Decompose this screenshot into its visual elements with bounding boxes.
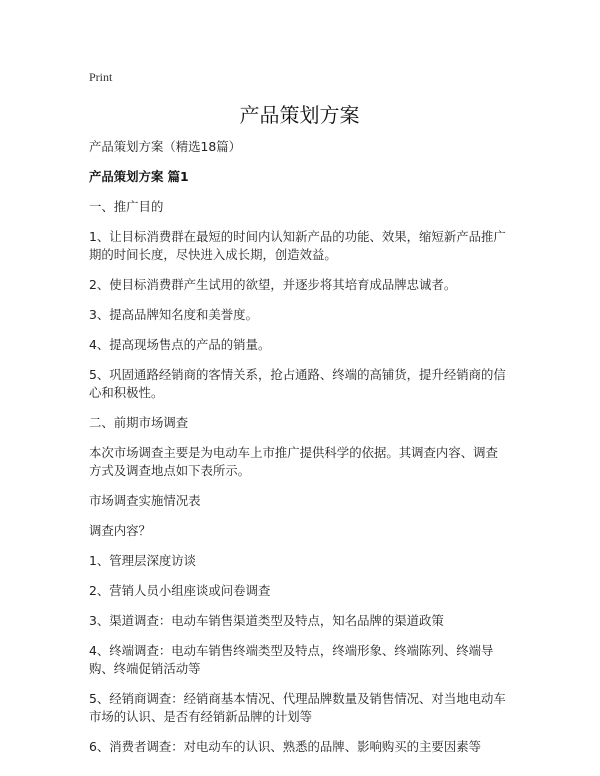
paragraph: 4、终端调查：电动车销售终端类型及特点，终端形象、终端陈列、终端导购、终端促销活动等 — [89, 643, 494, 676]
document-subtitle: 产品策划方案（精选18篇） — [89, 139, 242, 154]
paragraph: 5、经销商调查：经销商基本情况、代理品牌数量及销售情况、对当地电动车市场的认识、是否有经销新品牌的计划等 — [89, 691, 506, 724]
paragraph: 调查内容？ — [89, 523, 151, 538]
heading-promotion-goal: 一、推广目的 — [89, 199, 164, 214]
paragraph: 1、让目标消费群在最短的时间内认知新产品的功能、效果，缩短新产品推广期的时间长度，尽快进入成长期，创造效益。 — [89, 229, 506, 262]
paragraph: 2、使目标消费群产生试用的欲望，并逐步将其培育成品牌忠诚者。 — [89, 277, 457, 292]
paragraph: 本次市场调查主要是为电动车上市推广提供科学的依据。其调查内容、调查方式及调查地点如下表所示。 — [89, 445, 498, 478]
paragraph: 6、消费者调查：对电动车的认识、熟悉的品牌、影响购买的主要因素等 — [89, 739, 481, 754]
paragraph: 4、提高现场售点的产品的销量。 — [89, 337, 271, 352]
document-title: 产品策划方案 — [239, 103, 360, 127]
paragraph: 市场调查实施情况表 — [89, 493, 201, 508]
paragraph: 2、营销人员小组座谈或问卷调查 — [89, 583, 271, 598]
paragraph: 3、提高品牌知名度和美誉度。 — [89, 307, 258, 322]
paragraph: 3、渠道调查：电动车销售渠道类型及特点，知名品牌的渠道政策 — [89, 613, 444, 628]
heading-market-research: 二、前期市场调查 — [89, 415, 189, 430]
print-label: Print — [89, 70, 113, 84]
section-heading: 产品策划方案 篇1 — [89, 169, 189, 184]
paragraph: 5、巩固通路经销商的客情关系，抢占通路、终端的高铺货，提升经销商的信心和积极性。 — [89, 367, 506, 400]
paragraph: 1、管理层深度访谈 — [89, 553, 197, 568]
